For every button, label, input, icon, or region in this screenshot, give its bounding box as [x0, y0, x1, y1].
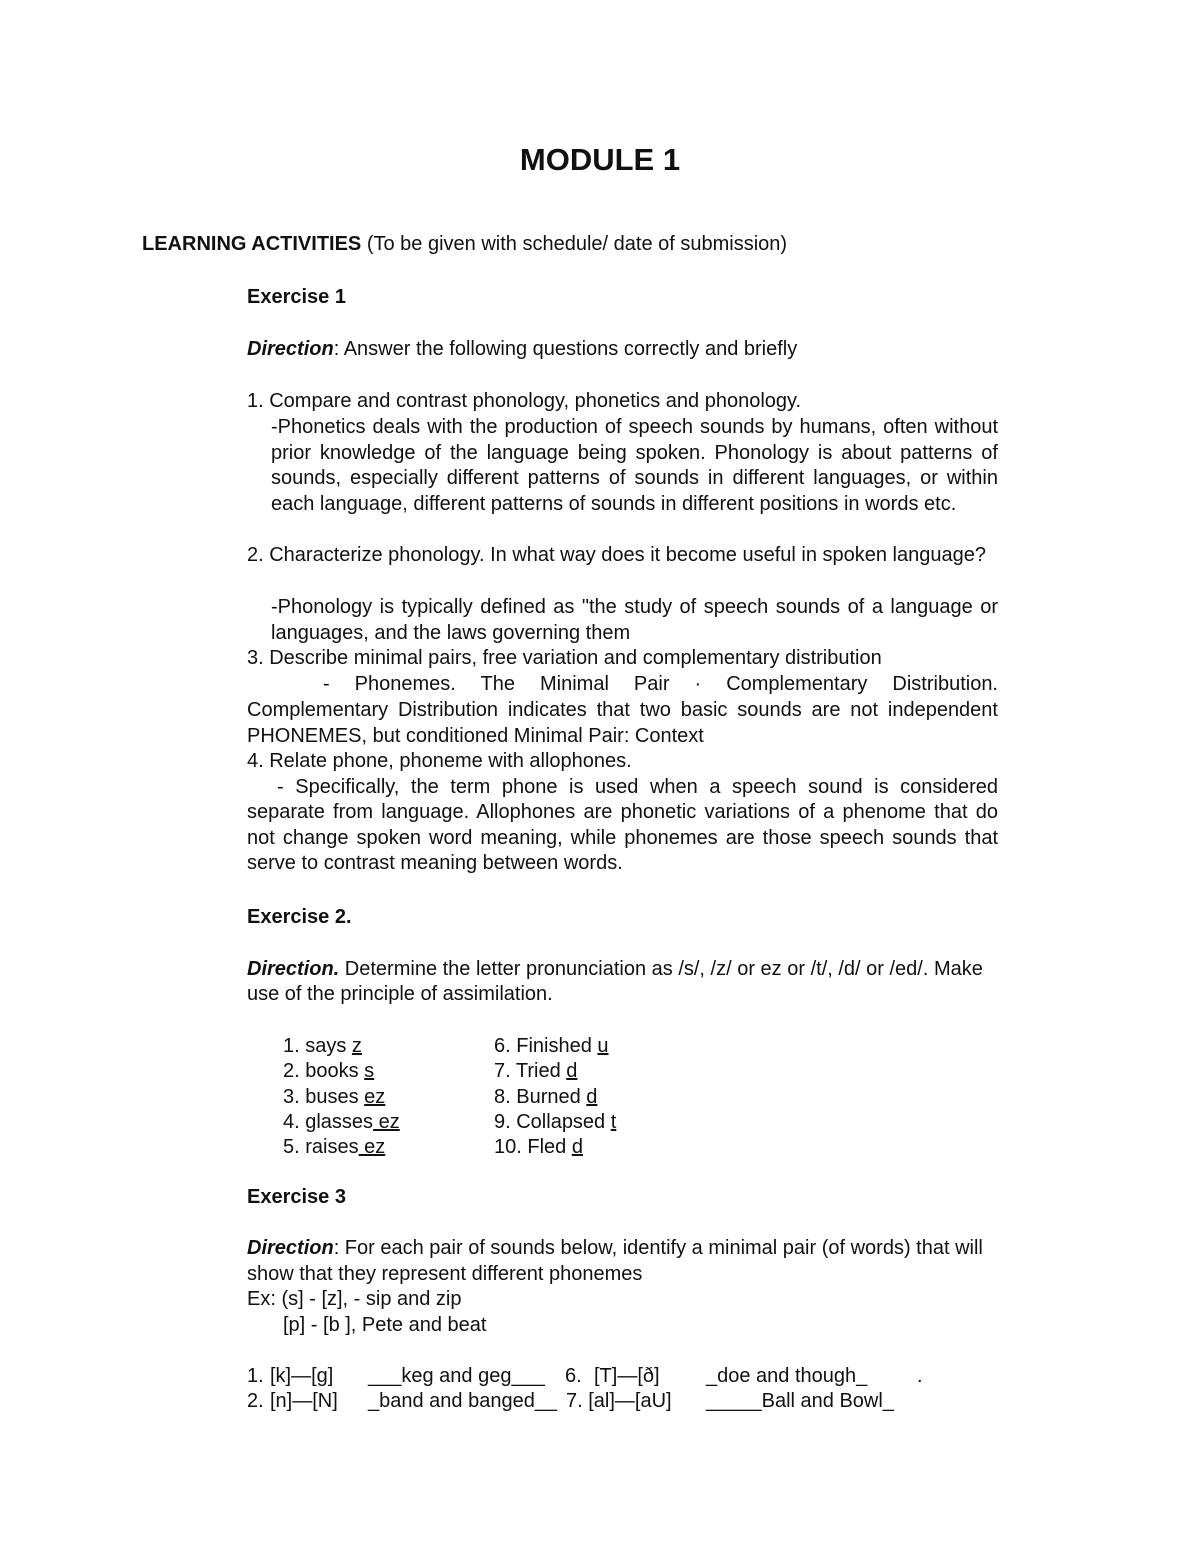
item-word: 6. Finished — [494, 1035, 598, 1057]
item-word: 10. Fled — [494, 1136, 572, 1159]
direction-label: Direction — [247, 338, 334, 360]
question-1: 1. Compare and contrast phonology, phonetics and phonology. — [247, 390, 802, 412]
list-item — [283, 1110, 400, 1135]
row-1-number: 1. — [247, 1365, 264, 1387]
exercise-2-direction-line1 — [247, 957, 983, 982]
item-answer: d — [566, 1060, 578, 1083]
item-answer: u — [597, 1035, 609, 1057]
list-item — [283, 1034, 400, 1059]
exercise-1-heading: Exercise 1 — [247, 286, 346, 308]
direction-label: Direction — [247, 1237, 334, 1259]
exercise-3-heading: Exercise 3 — [247, 1186, 346, 1208]
list-item — [494, 1135, 616, 1160]
exercise-3-direction-line1 — [247, 1236, 983, 1261]
item-word: 3. buses — [283, 1085, 365, 1108]
item-word: 2. books — [283, 1060, 365, 1083]
row-1-answer-2: _doe and though_ — [706, 1365, 868, 1387]
exercise-2-right-column — [494, 1034, 616, 1160]
item-answer: ez — [358, 1136, 386, 1159]
answer-1: -Phonetics deals with the production of speech sounds by humans, often without prior knowledge of the language being spoken. Phonology is about patterns of sounds, especially different patterns of sounds in different languages, or within each language, different patterns of sounds in different positions in words etc. — [271, 416, 998, 515]
exercise-3-direction-line2: show that they represent different phonemes — [247, 1263, 643, 1285]
row-2-number: 2. — [247, 1390, 264, 1412]
answer-4-rest: separate from language. Allophones are phonetic variations of a phenome that do not change spoken word meaning, while phonemes are those speech sounds that serve to contrast meaning between words. — [247, 801, 998, 875]
list-item — [494, 1059, 616, 1084]
item-word: 4. glasses — [283, 1110, 374, 1133]
learning-activities-heading: LEARNING ACTIVITIES — [142, 233, 362, 255]
row-1-pair: [k]—[g] — [270, 1365, 334, 1387]
item-word: 1. says — [283, 1035, 352, 1057]
item-word: 9. Collapsed — [494, 1110, 611, 1133]
answer-3-first-line: - Phonemes. The Minimal Pair · Complementary Distribution. — [323, 673, 998, 695]
page-title: MODULE 1 — [519, 142, 681, 177]
list-item — [283, 1085, 400, 1110]
example-line-1: Ex: (s] - [z], - sip and zip — [247, 1288, 462, 1310]
answer-3-rest: Complementary Distribution indicates that two basic sounds are not independent PHONEMES, but conditioned Minimal Pair: Context — [247, 699, 998, 747]
exercise-1-direction — [247, 337, 797, 362]
item-answer: ez — [373, 1110, 400, 1133]
question-2: 2. Characterize phonology. In what way does it become useful in spoken language? — [247, 544, 986, 566]
exercise-2-left-column — [283, 1034, 400, 1160]
example-line-2: [p] - [b ], Pete and beat — [283, 1314, 487, 1336]
row-1-answer: ___keg and geg___ — [368, 1365, 545, 1387]
learning-activities-line — [142, 232, 787, 257]
direction-text: : For each pair of sounds below, identify a minimal pair (of words) that will — [333, 1237, 983, 1259]
list-item — [494, 1110, 616, 1135]
exercise-2-direction-line2: use of the principle of assimilation. — [247, 983, 553, 1005]
learning-activities-note: (To be given with schedule/ date of submission) — [366, 233, 788, 255]
row-1-trailing-period: . — [917, 1365, 923, 1387]
row-1-pair-2: [T]—[ð] — [594, 1365, 660, 1387]
list-item — [494, 1034, 616, 1059]
direction-text: Determine the letter pronunciation as /s/, /z/ or ez or /t/, /d/ or /ed/. Make — [339, 958, 983, 980]
list-item — [283, 1135, 400, 1160]
item-answer: s — [364, 1060, 375, 1083]
item-word: 8. Burned — [494, 1085, 587, 1108]
direction-text: : Answer the following questions correctly and briefly — [333, 338, 798, 360]
answer-4-first-line: - Specifically, the term phone is used when a speech sound is considered — [277, 776, 998, 798]
item-answer: z — [351, 1035, 362, 1057]
row-2-answer-2: _____Ball and Bowl_ — [706, 1390, 894, 1412]
item-word: 7. Tried — [494, 1060, 567, 1083]
row-2-answer: _band and banged__ — [368, 1390, 558, 1412]
answer-2: -Phonology is typically defined as "the study of speech sounds of a language or languages, and the laws governing them — [271, 596, 998, 644]
item-answer: t — [610, 1110, 617, 1133]
list-item — [494, 1085, 616, 1110]
list-item — [283, 1059, 400, 1084]
row-1-number-2: 6. — [565, 1365, 582, 1387]
item-answer: d — [586, 1085, 598, 1108]
item-answer: d — [571, 1136, 583, 1159]
item-word: 5. raises — [283, 1136, 359, 1159]
exercise-2-heading: Exercise 2. — [247, 906, 352, 928]
item-answer: ez — [364, 1085, 386, 1108]
question-3: 3. Describe minimal pairs, free variation and complementary distribution — [247, 647, 882, 669]
direction-label: Direction. — [247, 958, 340, 980]
row-2-number-and-pair-2: 7. [al]—[aU] — [566, 1390, 672, 1412]
row-2-pair: [n]—[N] — [270, 1390, 338, 1412]
question-4: 4. Relate phone, phoneme with allophones. — [247, 750, 632, 772]
